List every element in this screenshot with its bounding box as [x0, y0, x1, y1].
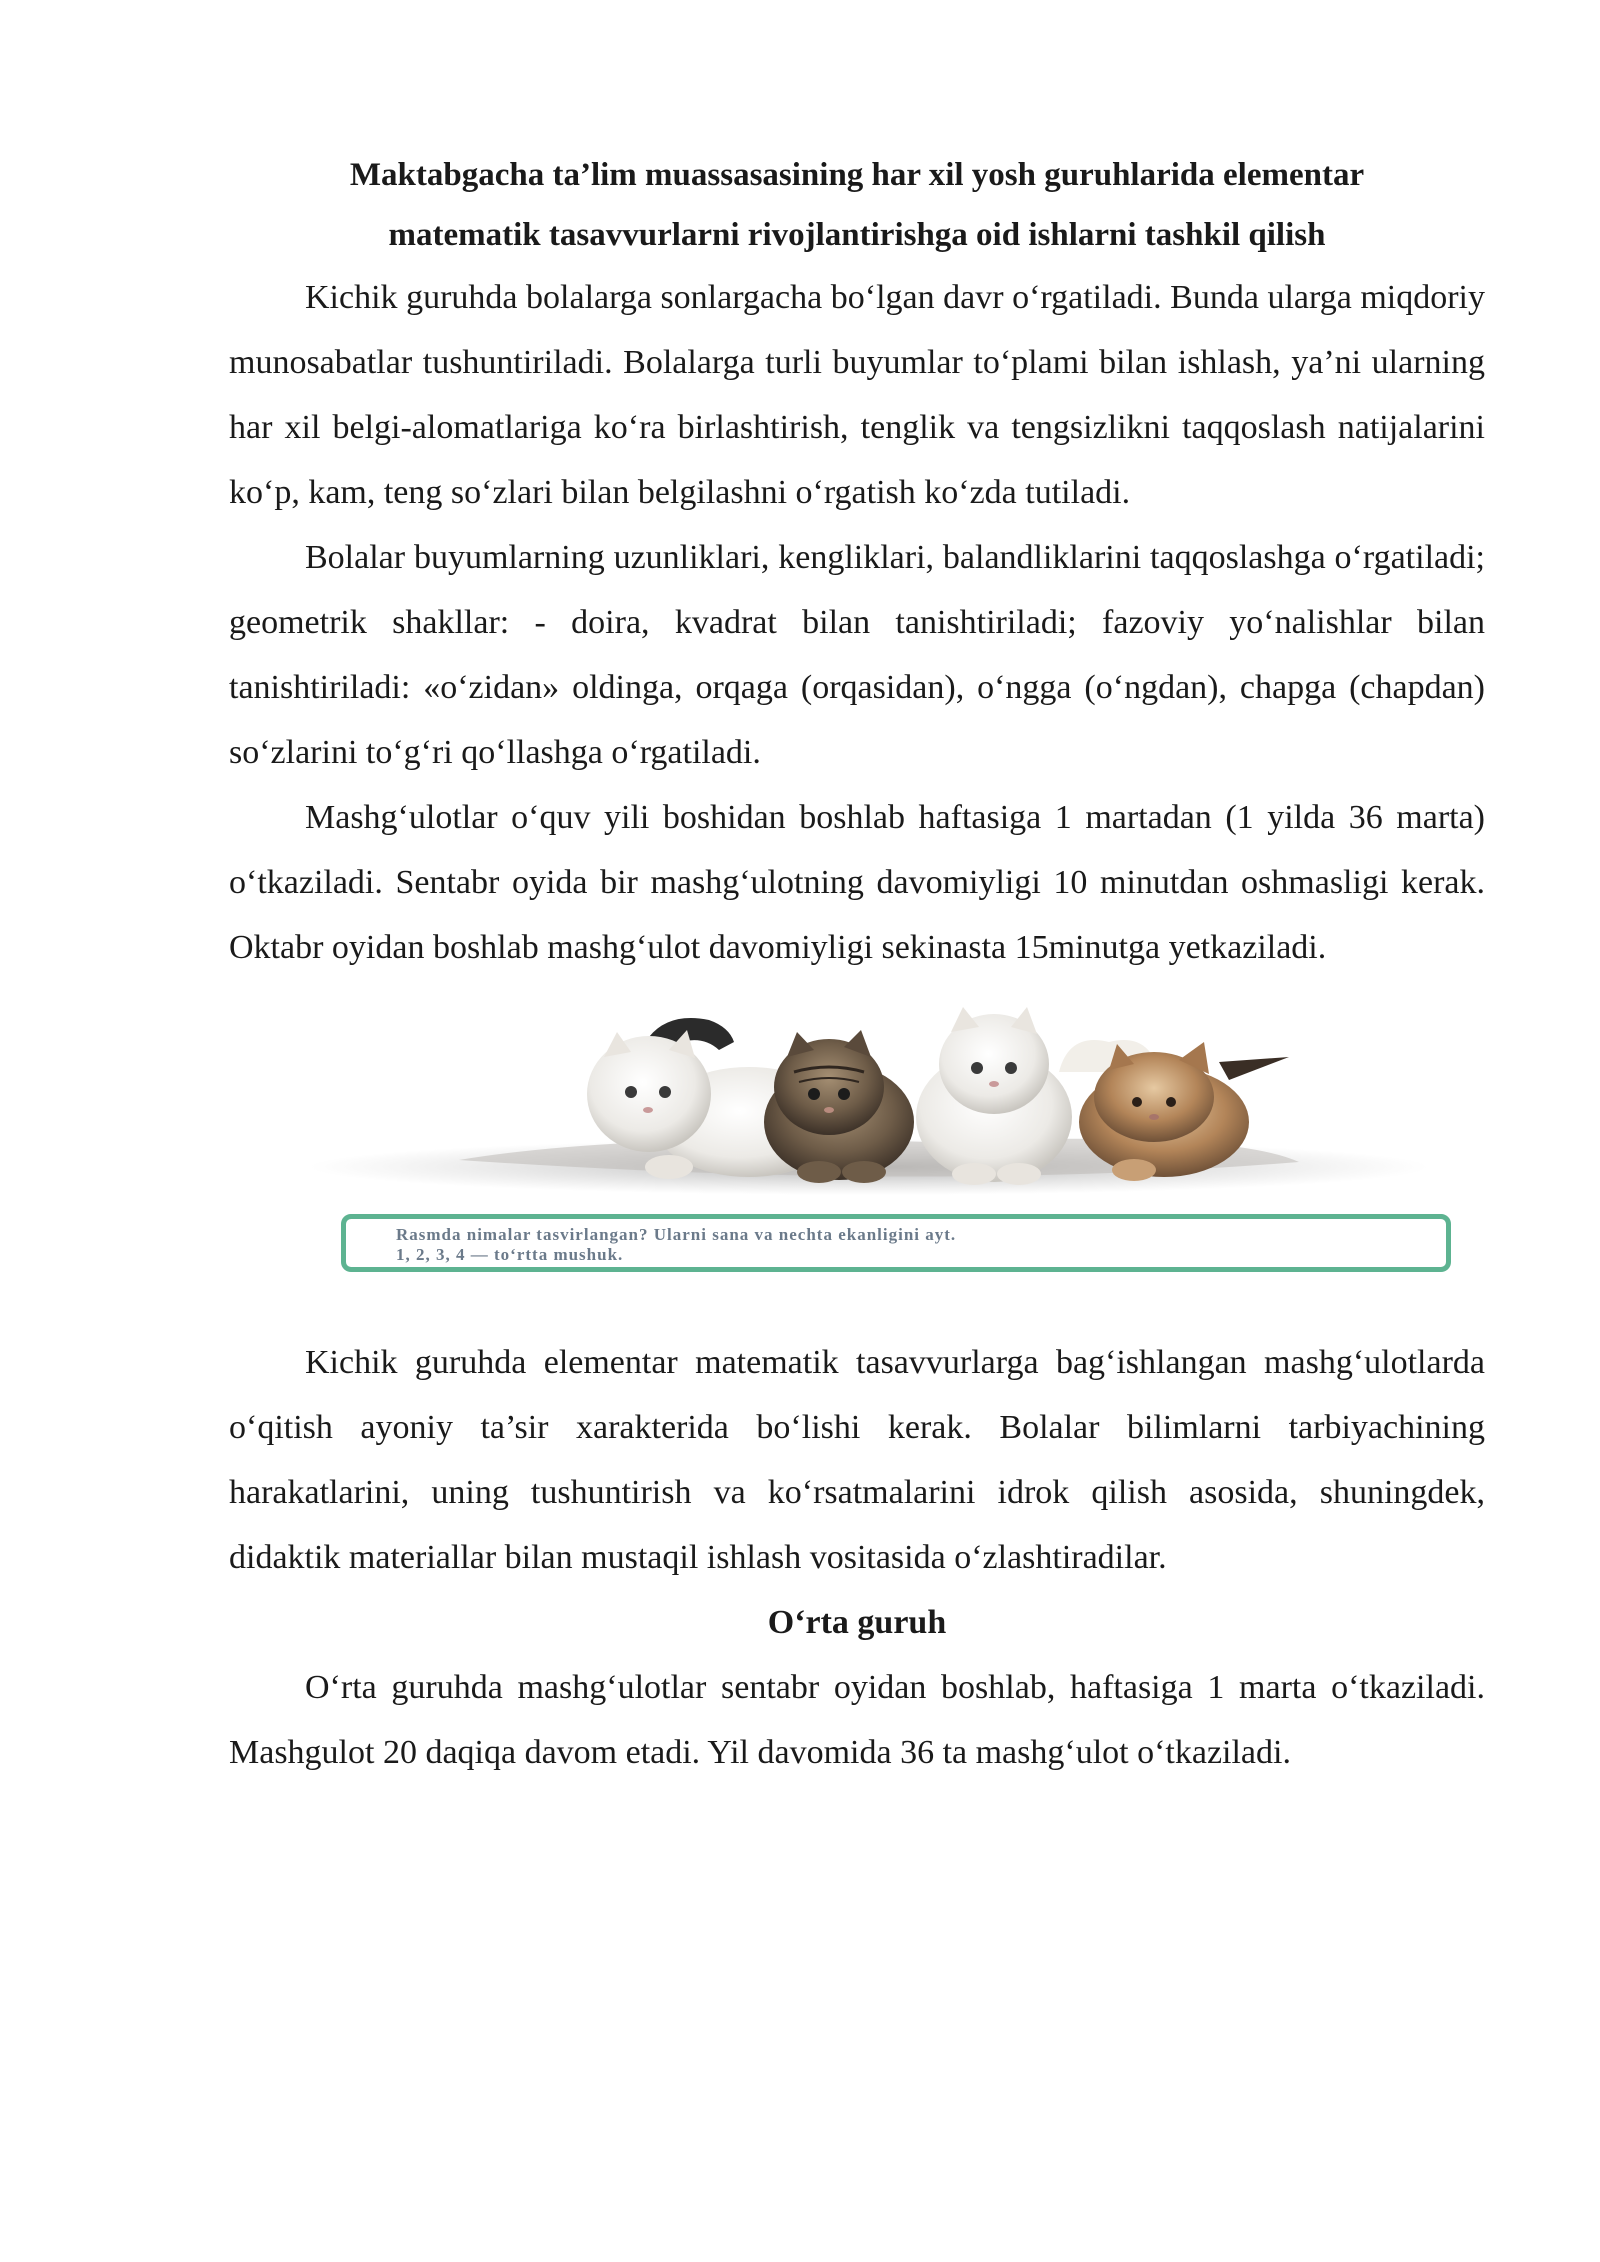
caption-line-1: Rasmda nimalar tasvirlangan? Ularni sana va nechta ekanligini ayt. — [396, 1225, 957, 1244]
paragraph-5: O‘rta guruhda mashg‘ulotlar sentabr oyidan boshlab, haftasiga 1 marta o‘tkaziladi. Mashgulot 20 daqiqa davom etadi. Yil davomida 36 ta mashg‘ulot o‘tkaziladi. — [229, 1669, 1485, 1771]
paragraph-3: Mashg‘ulotlar o‘quv yili boshidan boshlab haftasiga 1 martadan (1 yilda 36 marta) o‘tkaziladi. Sentabr oyida bir mashg‘ulotning davomiyligi 10 minutdan oshmasligi kerak. Oktabr oyidan boshlab mashg‘ulot davomiyligi sekinasta 15minutga yetkaziladi. — [229, 799, 1485, 966]
title-line-2: matematik tasavvurlarni rivojlantirishga oid ishlarni tashkil qilish — [388, 217, 1326, 253]
title-line-1: Maktabgacha ta’lim muassasasining har xil yosh guruhlarida elementar — [349, 157, 1365, 193]
paragraph-1: Kichik guruhda bolalarga sonlargacha bo‘lgan davr o‘rgatiladi. Bunda ularga miqdoriy munosabatlar tushuntiriladi. Bolalarga turli buyumlar to‘plami bilan ishlash, ya’ni ularning har xil belgi-alomatlariga ko‘ra birlashtirish, tenglik va tengsizlikni taqqoslash natijalarini ko‘p, kam, teng so‘zlari bilan belgilashni o‘rgatish ko‘zda tutiladi. — [229, 279, 1485, 511]
caption-line-2: 1, 2, 3, 4 — to‘rtta mushuk. — [396, 1245, 624, 1264]
kitten-3 — [916, 1007, 1072, 1185]
kitten-2 — [764, 1030, 914, 1183]
figure-caption-box — [341, 1214, 1451, 1272]
section-subheading: O‘rta guruh — [767, 1604, 947, 1641]
kittens-figure — [229, 1002, 1485, 1302]
document-title — [229, 145, 1485, 265]
paragraph-4: Kichik guruhda elementar matematik tasavvurlarga bag‘ishlangan mashg‘ulotlarda o‘qitish ayoniy ta’sir xarakterida bo‘lishi kerak. Bolalar bilimlarni tarbiyachining harakatlarini, uning tushuntirish va ko‘rsatmalarini idrok qilish asosida, shuningdek, didaktik materiallar bilan mustaqil ishlash vositasida o‘zlashtiradilar. — [229, 1344, 1485, 1576]
document-page — [229, 145, 1485, 1785]
paragraph-2: Bolalar buyumlarning uzunliklari, kengliklari, balandliklarini taqqoslashga o‘rgatiladi; geometrik shakllar: - doira, kvadrat bilan tanishtiriladi; fazoviy yo‘nalishlar bilan tanishtiriladi: «o‘zidan» oldinga, orqaga (orqasidan), o‘ngga (o‘ngdan), chapga (chapdan) so‘zlarini to‘g‘ri qo‘llashga o‘rgatiladi. — [229, 539, 1485, 771]
kittens-illustration — [229, 1002, 1485, 1217]
